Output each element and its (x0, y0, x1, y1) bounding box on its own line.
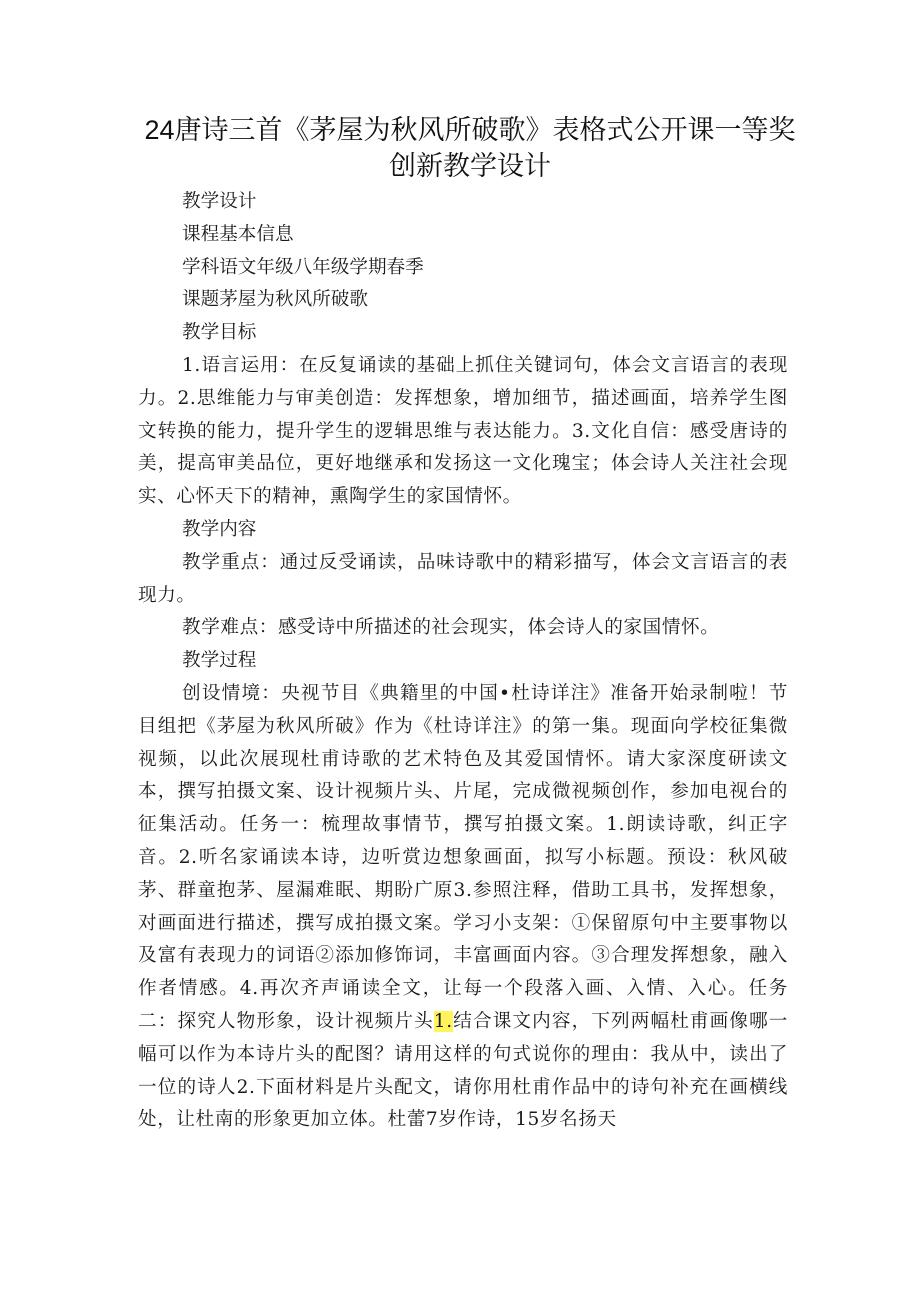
document-title (130, 112, 810, 184)
document-body (138, 186, 788, 1137)
subject-line: 学科语文年级八年级学期春季 (182, 256, 424, 278)
process-text-part-1: 创设情境：央视节目《典籍里的中国•杜诗详注》准备开始录制啦！节目组把《茅屋为秋风所破》作为《杜诗详注》的第一集。现面向学校征集微视频，以此次展现杜甫诗歌的艺术特色及其爱国情怀。请大家深度研读文本，撰写拍摄文案、设计视频片头、片尾，完成微视频创作，参加电视台的征集活动。任务一：梳理故事情节，撰写拍摄文案。1.朗读诗歌，纠正字音。2.听名家诵读本诗，边听赏边想象画面，拟写小标题。预设：秋风破茅、群童抱茅、屋漏难眠、期盼广原3.参照注释，借助工具书，发挥想象，对画面进行描述，撰写成拍摄文案。学习小支架：①保留原句中主要事物以及富有表现力的词语②添加修饰词，丰富画面内容。③合理发挥想象，融入作者情感。4.再次齐声诵读全文，让每一个段落入画、入情、入心。任务二：探究人物形象，设计视频片头 (138, 682, 788, 1032)
title-line-2: 创新教学设计 (389, 151, 551, 181)
key-points-paragraph: 教学重点：通过反受诵读，品味诗歌中的精彩描写，体会文言语言的表现力。 (138, 551, 788, 606)
difficulties-paragraph: 教学难点：感受诗中所描述的社会现实，体会诗人的家国情怀。 (182, 617, 720, 639)
heading-process: 教学过程 (182, 650, 257, 672)
heading-basic-info: 课程基本信息 (182, 223, 294, 245)
objectives-paragraph: 1.语言运用：在反复诵读的基础上抓住关键词句，体会文言语言的表现力。2.思维能力与审美创造：发挥想象，增加细节，描述画面，培养学生图文转换的能力，提升学生的逻辑思维与表达能力。3.文化自信：感受唐诗的美，提高审美品位，更好地继承和发扬这一文化瑰宝；体会诗人关注社会现实、心怀天下的精神，熏陶学生的家国情怀。 (138, 354, 788, 508)
topic-line: 课题茅屋为秋风所破歌 (182, 289, 368, 311)
process-paragraph (138, 678, 788, 1137)
highlighted-text: 1. (433, 1010, 453, 1032)
title-line-1: 24唐诗三首《茅屋为秋风所破歌》表格式公开课一等奖 (144, 115, 796, 145)
heading-objectives: 教学目标 (182, 322, 257, 344)
heading-content: 教学内容 (182, 518, 257, 540)
heading-teaching-design: 教学设计 (182, 191, 257, 212)
process-text-part-2: 结合课文内容，下列两幅杜甫画像哪一幅可以作为本诗片头的配图？请用这样的句式说你的理由：我从中，读出了一位的诗人2.下面材料是片头配文，请你用杜甫作品中的诗句补充在画横线处，让杜南的形象更加立体。杜蕾7岁作诗，15岁名扬天 (138, 1010, 788, 1131)
